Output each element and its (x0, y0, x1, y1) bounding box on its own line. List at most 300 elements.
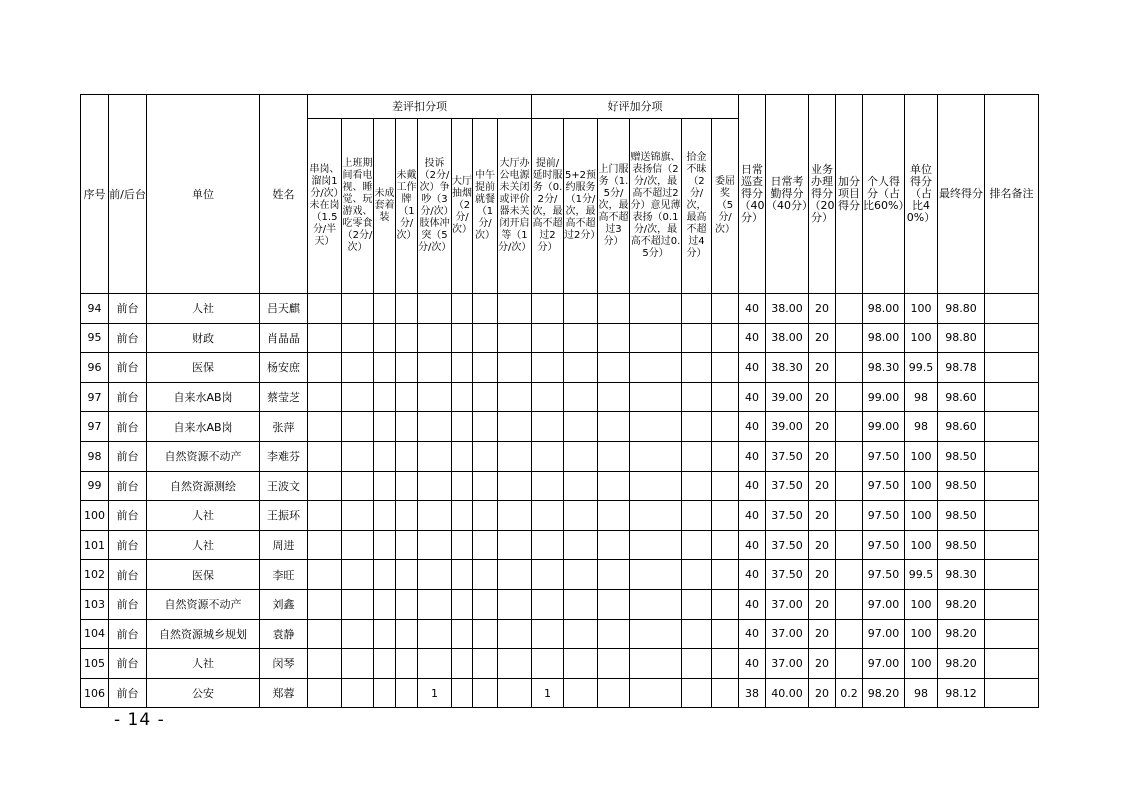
cell-business: 20 (809, 589, 836, 619)
header-seq: 序号 (81, 95, 109, 294)
cell-deduct: 1 (418, 678, 452, 708)
cell-deduct (498, 323, 532, 353)
cell-deduct (308, 619, 342, 649)
cell-seq: 100 (81, 501, 109, 531)
cell-deduct (418, 382, 452, 412)
cell-name: 袁静 (260, 619, 308, 649)
cell-bonus (630, 294, 682, 324)
cell-business: 20 (809, 412, 836, 442)
header-bonus-item: 提前/延时服务（0.2分/次，最高不超过2分） (532, 119, 564, 294)
cell-personal: 97.50 (863, 441, 905, 471)
header-deduct-item: 大厅办公电源未关闭或评价器未关闭开启等（1分/次） (498, 119, 532, 294)
cell-deduct (498, 353, 532, 383)
cell-unit: 人社 (147, 501, 260, 531)
cell-attend: 37.50 (766, 471, 809, 501)
cell-rank (985, 501, 1039, 531)
cell-deduct (418, 501, 452, 531)
cell-deduct (308, 589, 342, 619)
cell-deduct (308, 441, 342, 471)
cell-attend: 37.50 (766, 441, 809, 471)
cell-deduct (396, 382, 418, 412)
cell-deduct (342, 294, 374, 324)
header-deduct-item: 中午提前就餐（1分/次） (473, 119, 498, 294)
cell-deduct (452, 412, 473, 442)
cell-deduct (308, 678, 342, 708)
cell-deduct (374, 501, 396, 531)
cell-deduct (418, 353, 452, 383)
cell-rank (985, 649, 1039, 679)
cell-final: 98.80 (938, 294, 985, 324)
cell-deduct (418, 441, 452, 471)
cell-rank (985, 353, 1039, 383)
cell-final: 98.50 (938, 530, 985, 560)
cell-bonus (532, 619, 564, 649)
table-row (81, 323, 1039, 353)
header-final: 最终得分 (938, 95, 985, 294)
cell-bonus (564, 412, 598, 442)
cell-bonus (712, 412, 739, 442)
cell-final: 98.12 (938, 678, 985, 708)
cell-unit: 自来水AB岗 (147, 382, 260, 412)
cell-rank (985, 560, 1039, 590)
cell-deduct (498, 294, 532, 324)
cell-unit: 人社 (147, 294, 260, 324)
cell-bonus (630, 353, 682, 383)
table-row (81, 294, 1039, 324)
cell-bonus (598, 589, 630, 619)
cell-desk: 前台 (109, 441, 147, 471)
cell-rank (985, 678, 1039, 708)
cell-deduct (452, 619, 473, 649)
cell-patrol: 40 (739, 589, 766, 619)
cell-business: 20 (809, 560, 836, 590)
cell-name: 李难芬 (260, 441, 308, 471)
cell-bonus (682, 382, 712, 412)
cell-deduct (308, 294, 342, 324)
cell-bonus (682, 323, 712, 353)
cell-attend: 37.50 (766, 530, 809, 560)
cell-bonus (532, 589, 564, 619)
cell-bonus (564, 619, 598, 649)
cell-bonus (712, 471, 739, 501)
cell-unit-score: 100 (905, 323, 938, 353)
cell-rank (985, 589, 1039, 619)
cell-deduct (396, 530, 418, 560)
cell-deduct (473, 678, 498, 708)
cell-bonus (712, 649, 739, 679)
cell-unit: 人社 (147, 530, 260, 560)
header-bonus-item: 赠送锦旗、表扬信（2分/次，最高不超过2分）意见薄表扬（0.1分/次，最高不超过0.5分） (630, 119, 682, 294)
cell-personal: 98.20 (863, 678, 905, 708)
header-bonus-item: 拾金不昧（2分/次，最高不超过4分） (682, 119, 712, 294)
cell-deduct (418, 560, 452, 590)
table-row (81, 678, 1039, 708)
cell-bonus: 1 (532, 678, 564, 708)
cell-deduct (396, 678, 418, 708)
cell-bonus (564, 294, 598, 324)
cell-deduct (473, 412, 498, 442)
table-row (81, 649, 1039, 679)
cell-final: 98.80 (938, 323, 985, 353)
cell-unit: 自然资源不动产 (147, 441, 260, 471)
cell-bonus (630, 649, 682, 679)
cell-bonus (532, 471, 564, 501)
cell-business: 20 (809, 353, 836, 383)
cell-personal: 98.00 (863, 294, 905, 324)
table-row (81, 382, 1039, 412)
table-body (81, 294, 1039, 708)
score-table (80, 94, 1039, 708)
cell-business: 20 (809, 678, 836, 708)
header-bonus-item: 上门服务（1.5分/次，最高不超过3分） (598, 119, 630, 294)
cell-desk: 前台 (109, 589, 147, 619)
header-deduct-item: 大厅抽烟（2分/次） (452, 119, 473, 294)
cell-extra (836, 412, 863, 442)
cell-patrol: 38 (739, 678, 766, 708)
cell-deduct (342, 530, 374, 560)
cell-deduct (374, 619, 396, 649)
cell-business: 20 (809, 471, 836, 501)
cell-bonus (532, 501, 564, 531)
cell-extra (836, 530, 863, 560)
cell-business: 20 (809, 323, 836, 353)
cell-deduct (342, 560, 374, 590)
cell-unit: 财政 (147, 323, 260, 353)
cell-deduct (452, 441, 473, 471)
cell-rank (985, 471, 1039, 501)
cell-bonus (532, 530, 564, 560)
cell-bonus (682, 649, 712, 679)
cell-deduct (418, 649, 452, 679)
cell-bonus (598, 323, 630, 353)
cell-deduct (473, 441, 498, 471)
cell-deduct (473, 294, 498, 324)
header-extra: 加分项目得分 (836, 95, 863, 294)
cell-bonus (712, 560, 739, 590)
cell-bonus (598, 619, 630, 649)
cell-rank (985, 382, 1039, 412)
cell-deduct (342, 412, 374, 442)
cell-patrol: 40 (739, 471, 766, 501)
cell-deduct (452, 353, 473, 383)
cell-rank (985, 294, 1039, 324)
cell-bonus (598, 294, 630, 324)
cell-unit-score: 100 (905, 441, 938, 471)
cell-patrol: 40 (739, 353, 766, 383)
cell-bonus (682, 560, 712, 590)
cell-deduct (452, 530, 473, 560)
cell-unit-score: 98 (905, 678, 938, 708)
cell-deduct (396, 619, 418, 649)
cell-bonus (682, 471, 712, 501)
cell-personal: 97.00 (863, 589, 905, 619)
table-row (81, 501, 1039, 531)
header-attend: 日常考勤得分（40分） (766, 95, 809, 294)
header-personal: 个人得分（占比60%） (863, 95, 905, 294)
cell-bonus (564, 471, 598, 501)
cell-bonus (598, 649, 630, 679)
cell-attend: 39.00 (766, 412, 809, 442)
header-rank: 排名备注 (985, 95, 1039, 294)
cell-final: 98.60 (938, 382, 985, 412)
cell-seq: 95 (81, 323, 109, 353)
cell-deduct (342, 382, 374, 412)
cell-seq: 97 (81, 412, 109, 442)
table-row (81, 530, 1039, 560)
cell-bonus (630, 589, 682, 619)
cell-business: 20 (809, 294, 836, 324)
cell-business: 20 (809, 530, 836, 560)
cell-deduct (498, 441, 532, 471)
cell-bonus (598, 412, 630, 442)
cell-deduct (374, 471, 396, 501)
cell-deduct (342, 649, 374, 679)
cell-seq: 98 (81, 441, 109, 471)
cell-deduct (342, 678, 374, 708)
cell-bonus (682, 530, 712, 560)
cell-deduct (396, 560, 418, 590)
cell-name: 闵琴 (260, 649, 308, 679)
cell-attend: 37.00 (766, 589, 809, 619)
cell-deduct (498, 530, 532, 560)
cell-extra (836, 441, 863, 471)
cell-deduct (308, 382, 342, 412)
cell-bonus (630, 678, 682, 708)
cell-bonus (712, 323, 739, 353)
cell-final: 98.60 (938, 412, 985, 442)
cell-deduct (452, 382, 473, 412)
cell-deduct (308, 353, 342, 383)
cell-unit-score: 100 (905, 649, 938, 679)
cell-bonus (682, 353, 712, 383)
cell-bonus (712, 530, 739, 560)
cell-deduct (418, 294, 452, 324)
cell-name: 周进 (260, 530, 308, 560)
cell-desk: 前台 (109, 649, 147, 679)
cell-deduct (396, 441, 418, 471)
cell-bonus (630, 412, 682, 442)
cell-personal: 97.00 (863, 619, 905, 649)
cell-deduct (473, 382, 498, 412)
cell-unit-score: 100 (905, 471, 938, 501)
cell-deduct (374, 530, 396, 560)
header-deduct-group: 差评扣分项 (308, 95, 532, 119)
cell-bonus (564, 353, 598, 383)
cell-deduct (396, 412, 418, 442)
cell-deduct (473, 530, 498, 560)
table-row (81, 441, 1039, 471)
cell-desk: 前台 (109, 382, 147, 412)
cell-deduct (452, 589, 473, 619)
table-row (81, 619, 1039, 649)
cell-name: 张萍 (260, 412, 308, 442)
cell-desk: 前台 (109, 530, 147, 560)
cell-personal: 99.00 (863, 412, 905, 442)
cell-deduct (452, 471, 473, 501)
cell-extra (836, 560, 863, 590)
cell-name: 刘鑫 (260, 589, 308, 619)
cell-deduct (342, 471, 374, 501)
cell-bonus (564, 560, 598, 590)
cell-unit-score: 99.5 (905, 560, 938, 590)
cell-deduct (308, 501, 342, 531)
cell-unit-score: 100 (905, 294, 938, 324)
cell-rank (985, 441, 1039, 471)
cell-desk: 前台 (109, 353, 147, 383)
cell-deduct (452, 649, 473, 679)
cell-deduct (308, 323, 342, 353)
cell-attend: 38.00 (766, 323, 809, 353)
cell-bonus (682, 501, 712, 531)
cell-name: 杨安庶 (260, 353, 308, 383)
cell-deduct (473, 501, 498, 531)
cell-deduct (374, 649, 396, 679)
cell-personal: 97.50 (863, 501, 905, 531)
header-business: 业务办理得分（20分） (809, 95, 836, 294)
cell-bonus (564, 441, 598, 471)
cell-unit-score: 100 (905, 589, 938, 619)
cell-patrol: 40 (739, 294, 766, 324)
cell-business: 20 (809, 619, 836, 649)
cell-deduct (342, 323, 374, 353)
cell-deduct (452, 323, 473, 353)
cell-personal: 99.00 (863, 382, 905, 412)
cell-deduct (418, 530, 452, 560)
cell-deduct (308, 649, 342, 679)
cell-attend: 38.00 (766, 294, 809, 324)
cell-bonus (712, 441, 739, 471)
cell-deduct (342, 589, 374, 619)
cell-rank (985, 412, 1039, 442)
cell-bonus (598, 471, 630, 501)
cell-deduct (452, 294, 473, 324)
header-name: 姓名 (260, 95, 308, 294)
cell-extra (836, 501, 863, 531)
cell-unit-score: 98 (905, 412, 938, 442)
cell-extra (836, 649, 863, 679)
cell-bonus (532, 441, 564, 471)
cell-bonus (712, 294, 739, 324)
cell-personal: 97.00 (863, 649, 905, 679)
cell-bonus (564, 649, 598, 679)
cell-unit-score: 100 (905, 619, 938, 649)
header-unit-score: 单位得分（占比40%） (905, 95, 938, 294)
cell-bonus (630, 560, 682, 590)
header-bonus-group: 好评加分项 (532, 95, 739, 119)
cell-seq: 94 (81, 294, 109, 324)
cell-attend: 40.00 (766, 678, 809, 708)
cell-desk: 前台 (109, 294, 147, 324)
table-row (81, 471, 1039, 501)
cell-seq: 96 (81, 353, 109, 383)
cell-desk: 前台 (109, 619, 147, 649)
cell-desk: 前台 (109, 678, 147, 708)
cell-unit: 自来水AB岗 (147, 412, 260, 442)
cell-deduct (396, 589, 418, 619)
cell-deduct (342, 619, 374, 649)
cell-desk: 前台 (109, 323, 147, 353)
cell-extra (836, 382, 863, 412)
cell-attend: 37.00 (766, 649, 809, 679)
header-bonus-item: 5+2预约服务（1分/次，最高不超过2分） (564, 119, 598, 294)
cell-extra (836, 471, 863, 501)
cell-deduct (418, 412, 452, 442)
cell-deduct (374, 382, 396, 412)
cell-bonus (630, 441, 682, 471)
cell-seq: 102 (81, 560, 109, 590)
cell-deduct (374, 323, 396, 353)
table-row (81, 353, 1039, 383)
cell-rank (985, 530, 1039, 560)
cell-deduct (374, 294, 396, 324)
cell-bonus (712, 619, 739, 649)
cell-seq: 104 (81, 619, 109, 649)
cell-bonus (682, 619, 712, 649)
cell-deduct (396, 471, 418, 501)
cell-deduct (374, 560, 396, 590)
cell-personal: 98.00 (863, 323, 905, 353)
cell-deduct (374, 441, 396, 471)
cell-deduct (396, 649, 418, 679)
cell-deduct (498, 501, 532, 531)
cell-patrol: 40 (739, 649, 766, 679)
header-unit: 单位 (147, 95, 260, 294)
cell-seq: 97 (81, 382, 109, 412)
cell-deduct (473, 471, 498, 501)
cell-deduct (342, 501, 374, 531)
cell-deduct (498, 560, 532, 590)
cell-desk: 前台 (109, 471, 147, 501)
cell-unit: 自然资源测绘 (147, 471, 260, 501)
cell-extra (836, 589, 863, 619)
cell-bonus (630, 501, 682, 531)
cell-patrol: 40 (739, 382, 766, 412)
cell-business: 20 (809, 501, 836, 531)
cell-deduct (374, 678, 396, 708)
cell-bonus (712, 501, 739, 531)
cell-bonus (598, 353, 630, 383)
header-deduct-item: 未戴工作牌（1分/次） (396, 119, 418, 294)
cell-deduct (498, 589, 532, 619)
header-patrol: 日常巡查得分（40分） (739, 95, 766, 294)
cell-extra (836, 619, 863, 649)
cell-attend: 38.30 (766, 353, 809, 383)
cell-deduct (342, 441, 374, 471)
cell-rank (985, 323, 1039, 353)
cell-deduct (473, 323, 498, 353)
cell-deduct (418, 471, 452, 501)
cell-deduct (418, 619, 452, 649)
cell-personal: 98.30 (863, 353, 905, 383)
cell-deduct (498, 382, 532, 412)
cell-extra (836, 353, 863, 383)
cell-deduct (396, 501, 418, 531)
cell-bonus (532, 560, 564, 590)
cell-name: 蔡莹芝 (260, 382, 308, 412)
table-row (81, 412, 1039, 442)
header-deduct-item: 未成套着装 (374, 119, 396, 294)
cell-rank (985, 619, 1039, 649)
cell-bonus (630, 382, 682, 412)
cell-deduct (374, 412, 396, 442)
cell-name: 王振环 (260, 501, 308, 531)
header-deduct-item: 串岗、溜岗1分/次）未在岗（1.5分/半天） (308, 119, 342, 294)
cell-patrol: 40 (739, 619, 766, 649)
cell-bonus (564, 589, 598, 619)
cell-deduct (498, 619, 532, 649)
cell-attend: 37.50 (766, 560, 809, 590)
cell-bonus (630, 530, 682, 560)
